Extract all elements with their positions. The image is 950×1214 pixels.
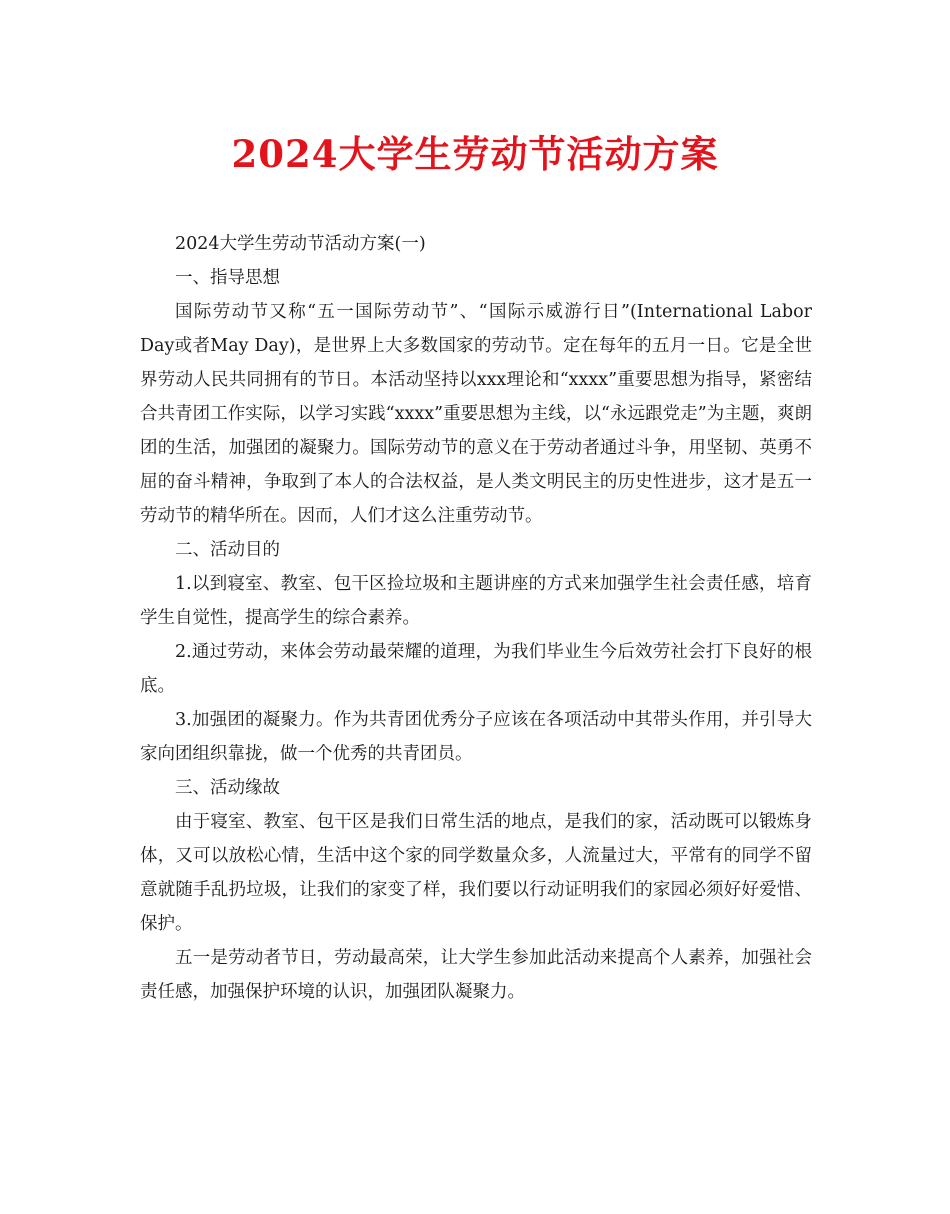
paragraph-purpose-3: 3.加强团的凝聚力。作为共青团优秀分子应该在各项活动中其带头作用，并引导大家向团组织靠拢，做一个优秀的共青团员。 bbox=[140, 710, 812, 764]
heading-guiding-ideology: 一、指导思想 bbox=[175, 268, 280, 288]
heading-activity-reason: 三、活动缘故 bbox=[175, 778, 280, 798]
heading-activity-purpose: 二、活动目的 bbox=[175, 540, 280, 560]
paragraph-purpose-1: 1.以到寝室、教室、包干区捡垃圾和主题讲座的方式来加强学生社会责任感，培育学生自觉性，提高学生的综合素养。 bbox=[140, 574, 812, 628]
paragraph-reason-1: 由于寝室、教室、包干区是我们日常生活的地点，是我们的家，活动既可以锻炼身体，又可以放松心情，生活中这个家的同学数量众多，人流量过大，平常有的同学不留意就随手乱扔垃圾，让我们的家变了样，我们要以行动证明我们的家园必须好好爱惜、保护。 bbox=[140, 812, 812, 934]
section-subtitle: 2024大学生劳动节活动方案(一) bbox=[175, 234, 426, 254]
paragraph-guiding-ideology: 国际劳动节又称“五一国际劳动节”、“国际示威游行日”(International Labor Day或者May Day)，是世界上大多数国家的劳动节。定在每年的五月一日。它是全世界劳动人民共同拥有的节日。本活动坚持以xxx理论和“xxxx”重要思想为指导，紧密结合共青团工作实际，以学习实践“xxxx”重要思想为主线，以“永远跟党走”为主题，爽朗团的生活，加强团的凝聚力。国际劳动节的意义在于劳动者通过斗争，用坚韧、英勇不屈的奋斗精神，争取到了本人的合法权益，是人类文明民主的历史性进步，这才是五一劳动节的精华所在。因而，人们才这么注重劳动节。 bbox=[140, 302, 812, 526]
paragraph-reason-2: 五一是劳动者节日，劳动最高荣，让大学生参加此活动来提高个人素养，加强社会责任感，加强保护环境的认识，加强团队凝聚力。 bbox=[140, 948, 812, 1002]
document-body bbox=[140, 227, 812, 1009]
paragraph-purpose-2: 2.通过劳动，来体会劳动最荣耀的道理，为我们毕业生今后效劳社会打下良好的根底。 bbox=[140, 642, 812, 696]
document-title: 2024大学生劳动节活动方案 bbox=[231, 132, 719, 176]
